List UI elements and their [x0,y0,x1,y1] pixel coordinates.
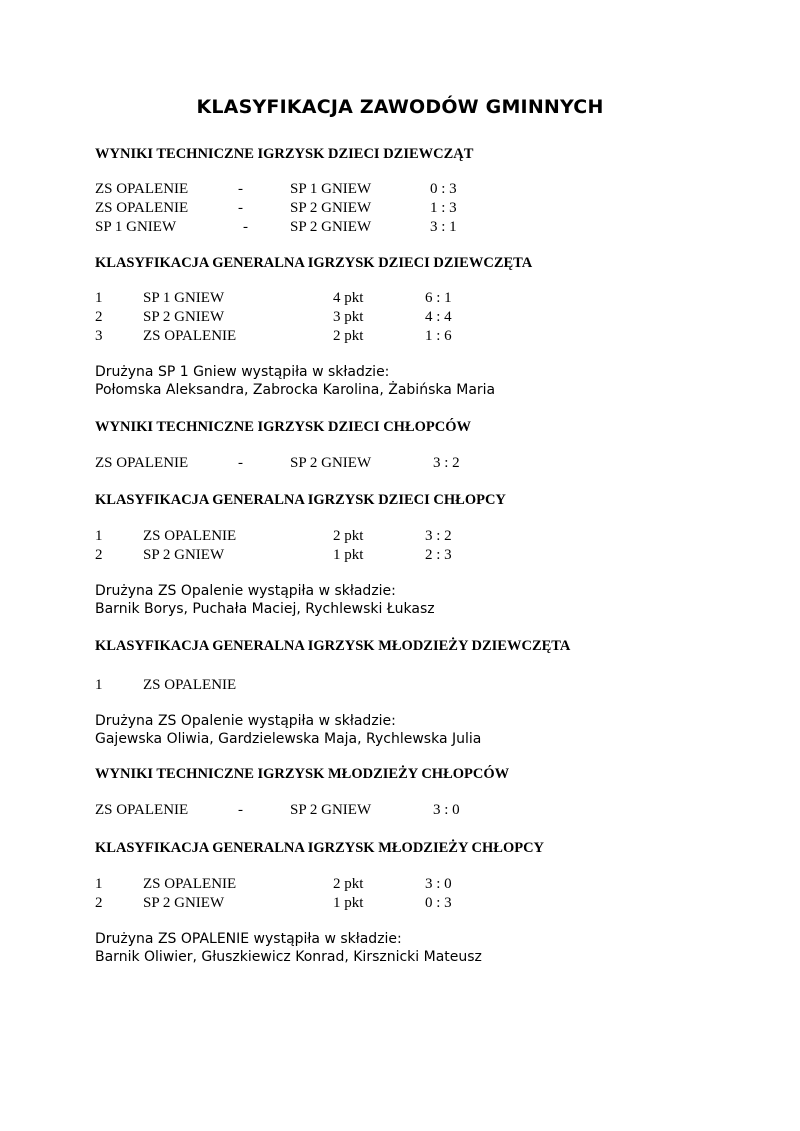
score: 3 : 2 [425,528,452,544]
score: 2 : 3 [425,547,452,563]
team-b: SP 2 GNIEW [290,802,372,818]
roster-names: Barnik Borys, Puchała Maciej, Rychlewski Łukasz [95,601,435,617]
team: ZS OPALENIE [143,876,237,892]
section-heading: KLASYFIKACJA GENERALNA IGRZYSK MŁODZIEŻY CHŁOPCY [95,840,545,856]
score: 0 : 3 [425,895,452,911]
points: 1 pkt [333,547,364,563]
team: SP 2 GNIEW [143,895,225,911]
match-score: 0 : 3 [430,181,457,197]
place: 1 [95,528,103,544]
points: 2 pkt [333,528,364,544]
team-b: SP 2 GNIEW [290,219,372,235]
section-heading: KLASYFIKACJA GENERALNA IGRZYSK DZIECI CHŁOPCY [95,492,506,508]
team-b: SP 2 GNIEW [290,200,372,216]
match-score: 1 : 3 [430,200,457,216]
team-a: ZS OPALENIE [95,181,189,197]
score: 3 : 0 [425,876,452,892]
score: 4 : 4 [425,309,452,325]
score: 6 : 1 [425,290,452,306]
dash: - [238,200,243,216]
points: 3 pkt [333,309,364,325]
section-heading: KLASYFIKACJA GENERALNA IGRZYSK DZIECI DZIEWCZĘTA [95,255,533,271]
points: 4 pkt [333,290,364,306]
roster-intro: Drużyna ZS Opalenie wystąpiła w składzie: [95,713,396,729]
place: 2 [95,895,103,911]
place: 2 [95,547,103,563]
place: 2 [95,309,103,325]
team: SP 2 GNIEW [143,547,225,563]
match-score: 3 : 0 [433,802,460,818]
score: 1 : 6 [425,328,452,344]
place: 1 [95,290,103,306]
section-heading: WYNIKI TECHNICZNE IGRZYSK DZIECI CHŁOPCÓW [95,419,471,435]
roster-names: Gajewska Oliwia, Gardzielewska Maja, Rychlewska Julia [95,731,482,747]
roster-intro: Drużyna ZS Opalenie wystąpiła w składzie: [95,583,396,599]
roster-names: Połomska Aleksandra, Zabrocka Karolina, Żabińska Maria [95,382,496,398]
team-a: ZS OPALENIE [95,455,189,471]
dash: - [238,802,243,818]
section-heading: WYNIKI TECHNICZNE IGRZYSK DZIECI DZIEWCZĄT [95,146,474,162]
dash: - [238,455,243,471]
roster-intro: Drużyna SP 1 Gniew wystąpiła w składzie: [95,364,390,380]
place: 1 [95,677,103,693]
section-heading: KLASYFIKACJA GENERALNA IGRZYSK MŁODZIEŻY DZIEWCZĘTA [95,638,571,654]
team: SP 2 GNIEW [143,309,225,325]
match-score: 3 : 2 [433,455,460,471]
team: SP 1 GNIEW [143,290,225,306]
section-heading: WYNIKI TECHNICZNE IGRZYSK MŁODZIEŻY CHŁOPCÓW [95,766,510,782]
page-title: KLASYFIKACJA ZAWODÓW GMINNYCH [196,96,604,118]
team-a: ZS OPALENIE [95,200,189,216]
team-a: ZS OPALENIE [95,802,189,818]
place: 3 [95,328,103,344]
roster-names: Barnik Oliwier, Głuszkiewicz Konrad, Kirsznicki Mateusz [95,949,482,965]
roster-intro: Drużyna ZS OPALENIE wystąpiła w składzie: [95,931,402,947]
team-b: SP 1 GNIEW [290,181,372,197]
points: 2 pkt [333,876,364,892]
match-score: 3 : 1 [430,219,457,235]
team: ZS OPALENIE [143,328,237,344]
place: 1 [95,876,103,892]
team: ZS OPALENIE [143,677,237,693]
points: 1 pkt [333,895,364,911]
points: 2 pkt [333,328,364,344]
dash: - [243,219,248,235]
dash: - [238,181,243,197]
team-b: SP 2 GNIEW [290,455,372,471]
team-a: SP 1 GNIEW [95,219,177,235]
team: ZS OPALENIE [143,528,237,544]
